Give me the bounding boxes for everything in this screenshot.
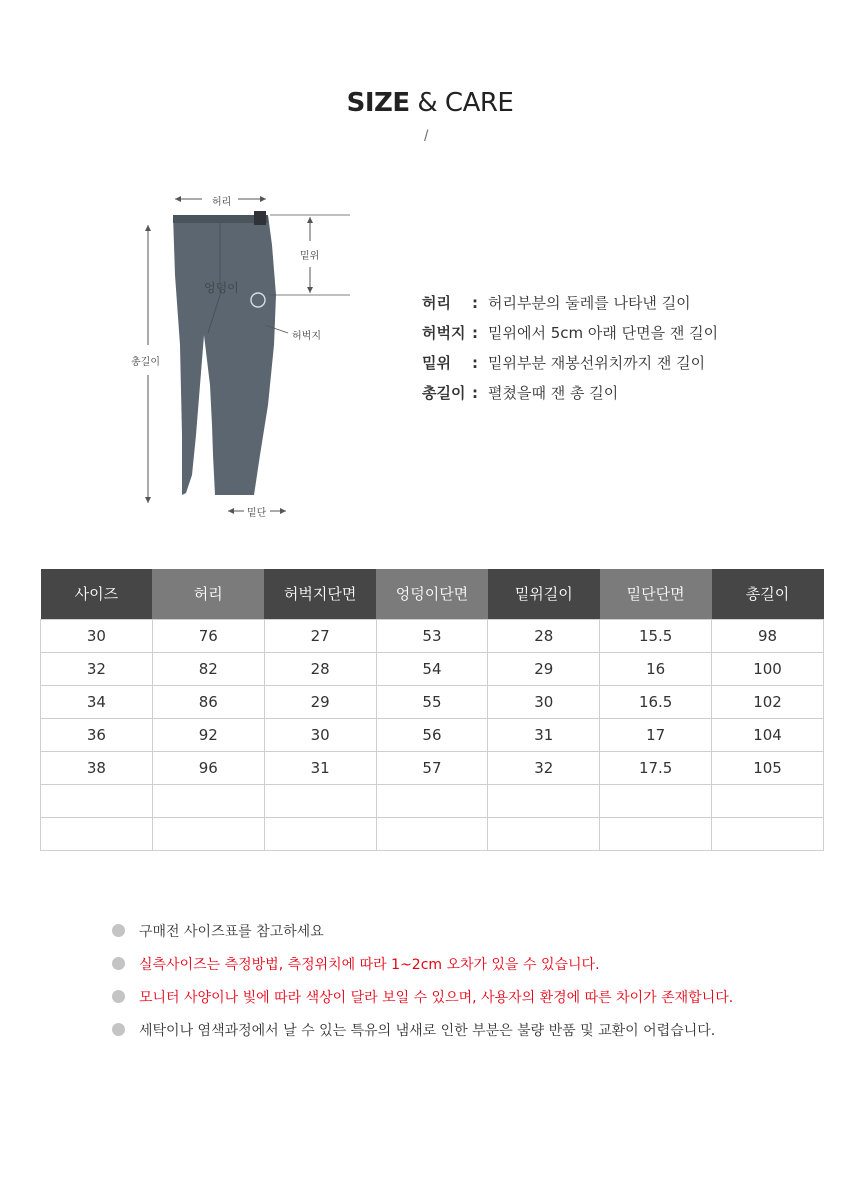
page-title: [0, 88, 860, 118]
table-cell: 31: [488, 718, 600, 751]
header-size: 사이즈: [41, 569, 153, 619]
table-cell: 82: [152, 652, 264, 685]
table-cell: [488, 817, 600, 850]
table-cell: [152, 784, 264, 817]
notice-item: [112, 947, 733, 980]
table-cell: 100: [712, 652, 824, 685]
desc-key: 총길이: [422, 384, 466, 402]
header-hip: 엉덩이단면: [376, 569, 488, 619]
table-cell: 38: [41, 751, 153, 784]
desc-row-rise: [422, 348, 718, 378]
table-cell: [600, 817, 712, 850]
table-cell: 55: [376, 685, 488, 718]
desc-row-waist: [422, 288, 718, 318]
table-cell: [41, 784, 153, 817]
notice-item: [112, 914, 733, 947]
diagram-label-hem: 밑단: [247, 508, 267, 519]
table-cell: 36: [41, 718, 153, 751]
table-cell: 56: [376, 718, 488, 751]
diagram-label-length: 총길이: [131, 357, 160, 368]
desc-colon: :: [472, 294, 478, 312]
table-cell: 96: [152, 751, 264, 784]
size-table-body: [41, 619, 824, 850]
notice-text: 실측사이즈는 측정방법, 측정위치에 따라 1~2cm 오차가 있을 수 있습니다.: [139, 956, 600, 973]
table-row: [41, 784, 824, 817]
table-cell: 17: [600, 718, 712, 751]
title-divider: /: [424, 128, 429, 145]
desc-text: 허리부분의 둘레를 나타낸 길이: [488, 294, 691, 312]
table-cell: 53: [376, 619, 488, 652]
notice-text: 구매전 사이즈표를 참고하세요: [139, 923, 324, 940]
table-cell: 98: [712, 619, 824, 652]
notice-item: [112, 1013, 733, 1046]
table-cell: 17.5: [600, 751, 712, 784]
size-table-header: [41, 569, 824, 619]
table-cell: [600, 784, 712, 817]
table-row: [41, 718, 824, 751]
desc-key: 허리: [422, 294, 451, 312]
diagram-label-rise: 밑위: [300, 251, 320, 262]
table-cell: [488, 784, 600, 817]
bullet-icon: [112, 924, 125, 937]
table-row: [41, 619, 824, 652]
desc-text: 밑위부분 재봉선위치까지 잰 길이: [488, 354, 706, 372]
notice-item: [112, 980, 733, 1013]
table-cell: [41, 817, 153, 850]
desc-row-thigh: [422, 318, 718, 348]
diagram-label-waist: 허리: [212, 197, 232, 208]
table-cell: 34: [41, 685, 153, 718]
diagram-label-hip: 엉덩이: [204, 281, 239, 295]
table-cell: 54: [376, 652, 488, 685]
table-cell: [712, 817, 824, 850]
table-cell: 31: [264, 751, 376, 784]
table-cell: 102: [712, 685, 824, 718]
notice-text: 모니터 사양이나 빛에 따라 색상이 달라 보일 수 있으며, 사용자의 환경에 따른 차이가 존재합니다.: [139, 989, 734, 1006]
table-row: [41, 652, 824, 685]
pants-measurement-diagram: [120, 185, 360, 525]
table-cell: 104: [712, 718, 824, 751]
table-cell: 29: [488, 652, 600, 685]
table-cell: 29: [264, 685, 376, 718]
diagram-label-thigh: 허벅지: [292, 331, 321, 342]
table-cell: 30: [41, 619, 153, 652]
table-cell: 30: [264, 718, 376, 751]
table-cell: [376, 784, 488, 817]
table-row: [41, 817, 824, 850]
desc-colon: :: [472, 324, 478, 342]
bullet-icon: [112, 990, 125, 1003]
pants-belt-loop: [254, 211, 266, 225]
table-cell: 30: [488, 685, 600, 718]
page-title-rest: & CARE: [409, 88, 514, 118]
pants-shape: [173, 215, 276, 495]
table-cell: 92: [152, 718, 264, 751]
table-cell: [264, 784, 376, 817]
desc-text: 펼쳤을때 잰 총 길이: [488, 384, 619, 402]
table-cell: 32: [41, 652, 153, 685]
table-cell: 57: [376, 751, 488, 784]
table-cell: [376, 817, 488, 850]
page-title-bold: SIZE: [346, 88, 410, 118]
desc-key: 허벅지: [422, 324, 466, 342]
table-row: [41, 685, 824, 718]
header-thigh: 허벅지단면: [264, 569, 376, 619]
table-cell: 28: [264, 652, 376, 685]
table-cell: 105: [712, 751, 824, 784]
desc-row-length: [422, 378, 718, 408]
table-cell: 15.5: [600, 619, 712, 652]
desc-colon: :: [472, 384, 478, 402]
measurement-descriptions: [422, 288, 718, 408]
notice-text: 세탁이나 염색과정에서 날 수 있는 특유의 냄새로 인한 부분은 불량 반품 및 교환이 어렵습니다.: [139, 1022, 716, 1039]
table-cell: 86: [152, 685, 264, 718]
table-cell: [712, 784, 824, 817]
table-cell: 32: [488, 751, 600, 784]
table-cell: 76: [152, 619, 264, 652]
table-cell: 16.5: [600, 685, 712, 718]
table-row: [41, 751, 824, 784]
table-cell: [152, 817, 264, 850]
desc-key: 밑위: [422, 354, 451, 372]
table-cell: 27: [264, 619, 376, 652]
table-cell: 16: [600, 652, 712, 685]
notice-list: [112, 914, 733, 1046]
bullet-icon: [112, 957, 125, 970]
header-hem: 밑단단면: [600, 569, 712, 619]
size-table: [40, 569, 824, 851]
bullet-icon: [112, 1023, 125, 1036]
desc-text: 밑위에서 5cm 아래 단면을 잰 길이: [488, 324, 719, 342]
table-cell: 28: [488, 619, 600, 652]
header-rise: 밑위길이: [488, 569, 600, 619]
header-waist: 허리: [152, 569, 264, 619]
desc-colon: :: [472, 354, 478, 372]
pants-waistband: [173, 215, 268, 223]
header-length: 총길이: [712, 569, 824, 619]
table-cell: [264, 817, 376, 850]
